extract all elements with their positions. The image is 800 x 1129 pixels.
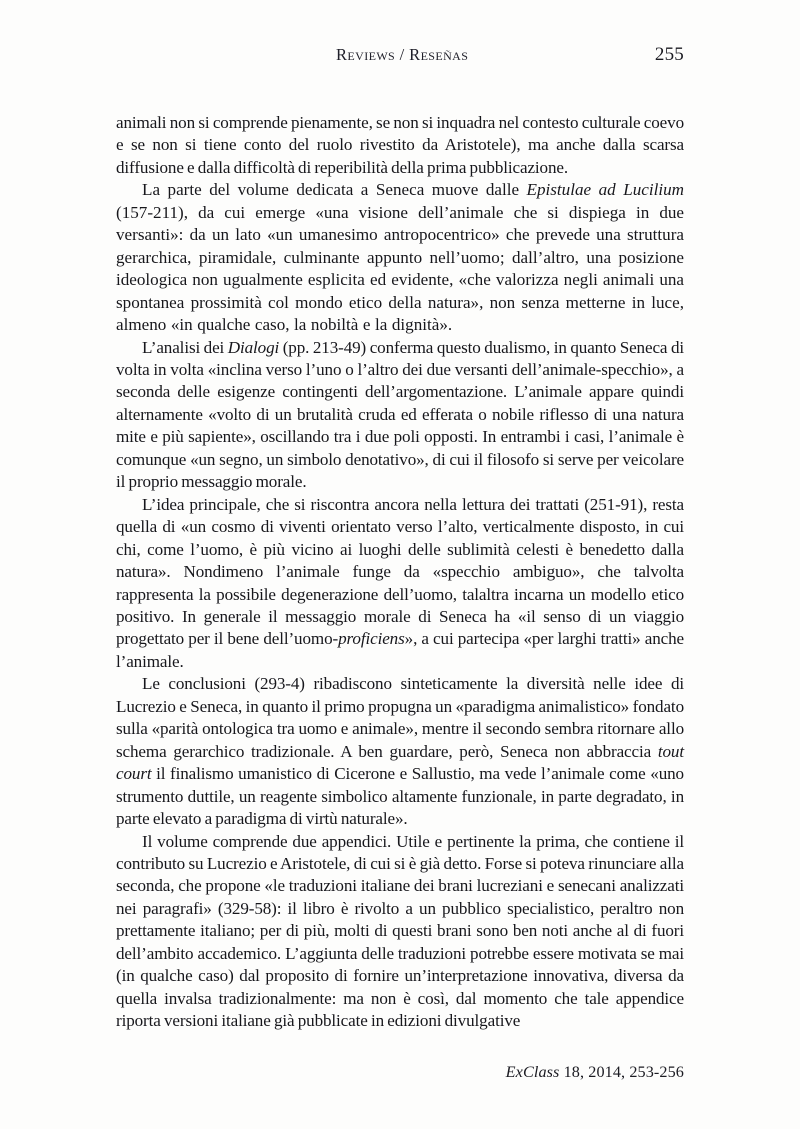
paragraph-4 [116,494,684,674]
paragraph-3 [116,337,684,494]
page-number: 255 [654,44,684,65]
text-run: (157-211), da cui emerge «una visione dell’animale che si dispiega in due versanti»: da un lato «un umanesimo antropocentrico» che prevede una struttura gerarchica, piramidale, culminante appunto nell’uomo; dall’altro, una posizione ideologica non ugualmente esplicita ed evidente, «che valorizza negli animali una spontanea prossimità col mondo etico della natura», non senza metterne in luce, almeno «in qualche caso, la nobiltà e la dignità». [116,202,684,335]
paragraph-6 [116,831,684,1033]
text-run: Le conclusioni (293-4) ribadiscono sinteticamente la diversità nelle idee di Lucrezio e Seneca, in quanto il primo propugna un «paradigma animalistico» fondato sulla «parità ontologica tra uomo e animale», mentre il secondo sembra ritornare allo schema gerarchico tradizionale. A ben guardare, però, Seneca non abbraccia [116,674,684,761]
italic-run: Epistulae ad Lucilium [526,180,684,200]
italic-run: Dialogi [227,337,280,357]
text-run: », a cui partecipa «per larghi tratti» anche l’animale. [116,629,684,671]
footer-journal-name: ExClass [505,1063,560,1081]
running-head [116,44,684,68]
paragraph-1 [116,112,684,179]
text-run: La parte del volume dedicata a Seneca muove dalle [142,180,527,200]
running-head-title: Reviews / Reseñas [336,45,469,64]
text-run: Il volume comprende due appendici. Utile e pertinente la prima, che contiene il contributo su Lucrezio e Aristotele, di cui si è già detto. Forse si poteva rinunciare alla seconda, che propone «le traduzioni italiane dei brani lucreziani e senecani analizzati nei paragrafi» (329-58): il libro è rivolto a un pubblico specialistico, peraltro non prettamente italiano; per di più, molti di questi brani sono ben noti anche al di fuori dell’ambito accademico. L’aggiunta delle traduzioni potrebbe essere motivata se mai (in qualche caso) dal proposito di fornire un’interpretazione innovativa, diversa da quella invalsa tradizionalmente: ma non è così, dal momento che tale appendice riporta versioni italiane già pubblicate in edizioni divulgative [116,831,684,1031]
text-run: L’analisi dei [142,337,228,357]
footer-citation-detail: 18, 2014, 253-256 [559,1063,684,1081]
text-run: L’idea principale, che si riscontra ancora nella lettura dei trattati (251-91), resta quella di «un cosmo di viventi orientato verso l’alto, verticalmente disposto, in cui chi, come l’uomo, è più vicino ai luoghi delle sublimità celesti è benedetto dalla natura». Nondimeno l’animale funge da «specchio ambiguo», che talvolta rappresenta la possibile degenerazione dell’uomo, talaltra incarna un modello etico positivo. In generale il messaggio morale di Seneca ha «il senso di un viaggio progettato per il bene dell’uomo- [116,494,684,649]
paragraph-2 [116,179,684,336]
text-run: (pp. 213-49) conferma questo dualismo, in quanto Seneca di volta in volta «inclina verso l’uno o l’altro dei due versanti dell’animale-specchio», a seconda delle esigenze contingenti dell’argomentazione. L’animale appare quindi alternamente «volto di un brutalità cruda ed efferata o nobile riflesso di una natura mite e più sapiente», oscillando tra i due poli opposti. In entrambi i casi, l’animale è comunque «un segno, un simbolo denotativo», di cui il filosofo si serve per veicolare il proprio messaggio morale. [116,337,684,492]
body-text-block [116,112,684,1033]
footer-citation [116,1063,684,1082]
italic-run: proficiens [338,629,405,649]
paragraph-5 [116,673,684,830]
italic-run: tout court [116,741,684,784]
text-run: il finalismo umanistico di Cicerone e Sallustio, ma vede l’animale come «uno strumento duttile, un reagente simbolico altamente funzionale, in parte degradato, in parte elevato a paradigma di virtù naturale». [116,764,684,829]
text-run: animali non si comprende pienamente, se non si inquadra nel contesto culturale coevo e se non si tiene conto del ruolo rivestito da Aristotele), ma anche dalla scarsa diffusione e dalla difficoltà di reperibilità della prima pubblicazione. [116,113,684,177]
